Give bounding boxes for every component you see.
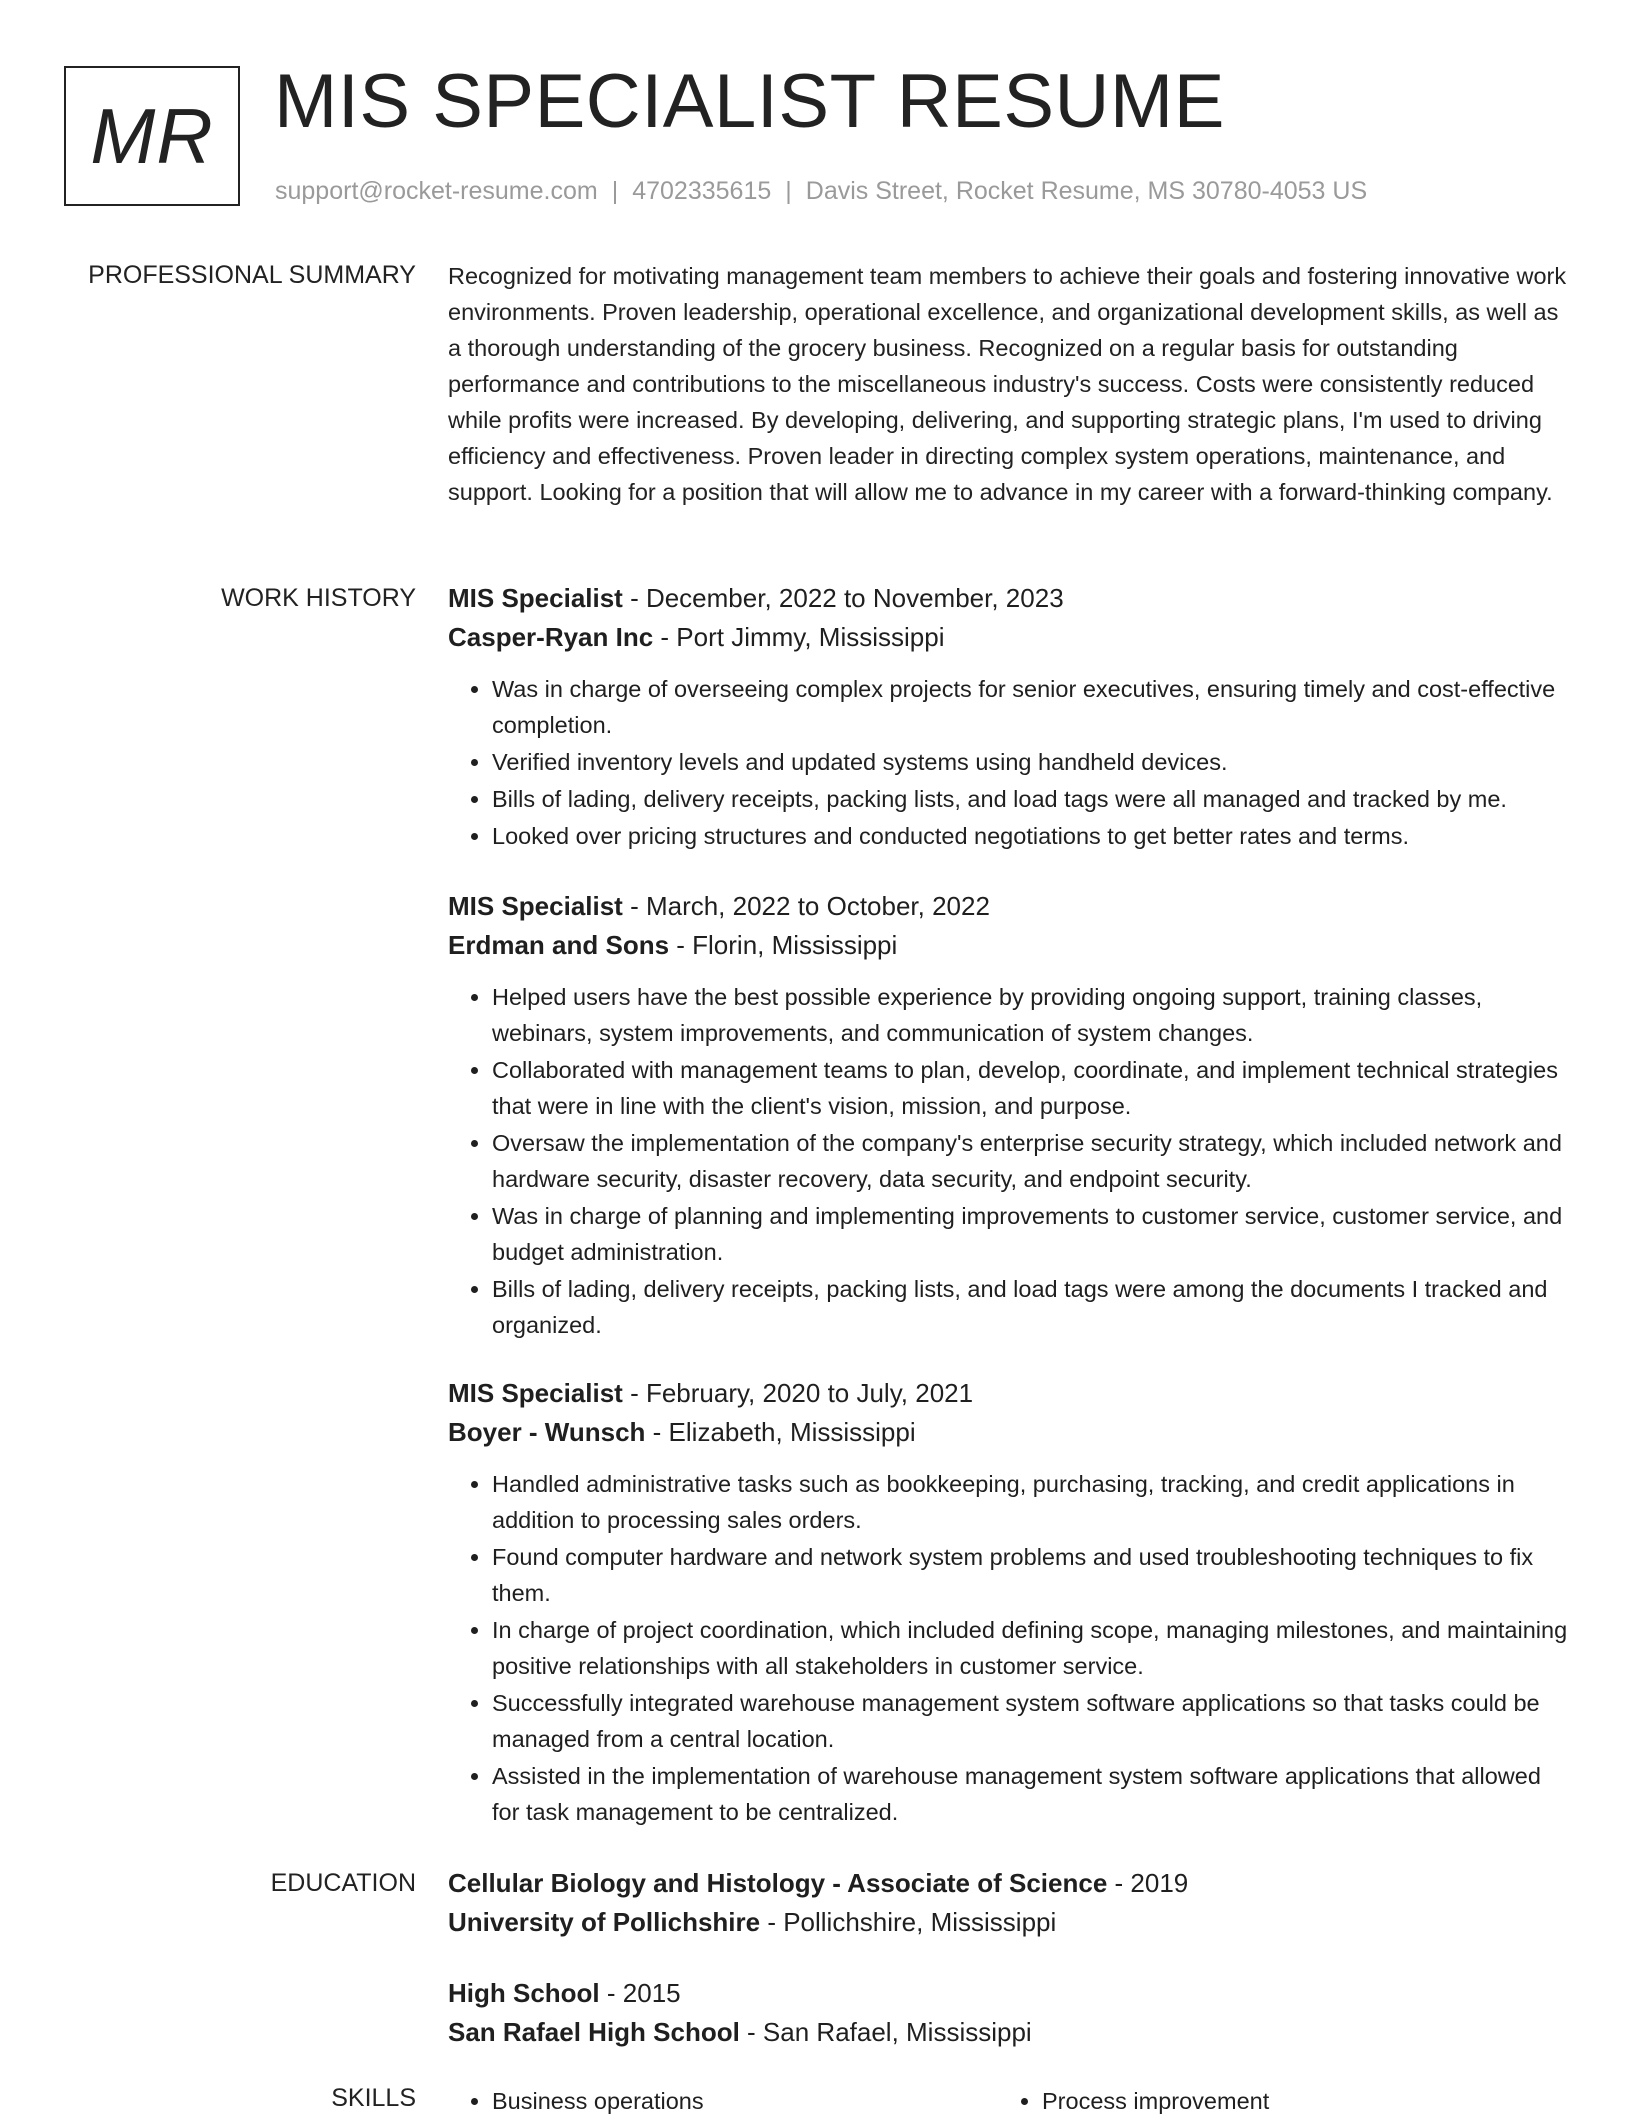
contact-line bbox=[275, 174, 1367, 208]
education-year: - 2015 bbox=[599, 1978, 681, 2008]
job-bullet: • Verified inventory levels and updated systems using handheld devices. bbox=[492, 744, 1568, 780]
job-company: Casper-Ryan Inc bbox=[448, 622, 654, 652]
job-location: - Florin, Mississippi bbox=[669, 930, 898, 960]
job-bullet: • Successfully integrated warehouse management system software applications so that tasks could be managed from a central location. bbox=[492, 1685, 1568, 1757]
job-title-line bbox=[448, 579, 1568, 618]
skills-list bbox=[448, 2083, 1568, 2119]
summary-text: Recognized for motivating management team members to achieve their goals and fostering innovative work environments. Proven leadership, operational excellence, and organizational development skills, as well as a thorough understanding of the grocery business. Recognized on a regular basis for outstanding performance and contributions to the miscellaneous industry's success. Costs were consistently reduced while profits were increased. By developing, delivering, and supporting strategic plans, I'm used to driving efficiency and effectiveness. Proven leader in directing complex system operations, maintenance, and support. Looking for a position that will allow me to advance in my career with a forward-thinking company. bbox=[448, 263, 1567, 505]
job-entry bbox=[448, 887, 1568, 1344]
education-location: - San Rafael, Mississippi bbox=[739, 2017, 1032, 2047]
job-bullets bbox=[448, 979, 1568, 1343]
job-bullet: • Assisted in the implementation of warehouse management system software applications that allowed for task management to be centralized. bbox=[492, 1758, 1568, 1830]
job-bullet: • Helped users have the best possible experience by providing ongoing support, training classes, webinars, system improvements, and communication of system changes. bbox=[492, 979, 1568, 1051]
job-bullet: • Bills of lading, delivery receipts, packing lists, and load tags were all managed and tracked by me. bbox=[492, 781, 1568, 817]
section-label-education: EDUCATION bbox=[270, 1869, 416, 1897]
job-bullet: • Looked over pricing structures and conducted negotiations to get better rates and terms. bbox=[492, 818, 1568, 854]
contact-phone[interactable]: 4702335615 bbox=[632, 177, 772, 205]
job-company-line bbox=[448, 1413, 1568, 1452]
job-entry bbox=[448, 579, 1568, 855]
job-location: - Port Jimmy, Mississippi bbox=[653, 622, 945, 652]
job-bullets bbox=[448, 671, 1568, 854]
education-school-line bbox=[448, 2013, 1568, 2052]
job-bullet: • Handled administrative tasks such as bookkeeping, purchasing, tracking, and credit applications in addition to processing sales orders. bbox=[492, 1466, 1568, 1538]
contact-separator: | bbox=[785, 177, 792, 205]
job-title-line bbox=[448, 1374, 1568, 1413]
education-location: - Pollichshire, Mississippi bbox=[760, 1907, 1057, 1937]
education-year: - 2019 bbox=[1107, 1868, 1189, 1898]
job-bullets bbox=[448, 1466, 1568, 1830]
education-degree: Cellular Biology and Histology - Associate of Science bbox=[448, 1868, 1108, 1898]
job-bullet: • Was in charge of planning and implementing improvements to customer service, customer service, and budget administration. bbox=[492, 1198, 1568, 1270]
education-school: University of Pollichshire bbox=[448, 1907, 761, 1937]
education-entry bbox=[448, 1974, 1568, 2052]
job-company-line bbox=[448, 618, 1568, 657]
job-bullet: • Found computer hardware and network system problems and used troubleshooting techniques to fix them. bbox=[492, 1539, 1568, 1611]
job-title: MIS Specialist bbox=[448, 583, 623, 613]
contact-email[interactable]: support@rocket-resume.com bbox=[275, 177, 598, 205]
education-school: San Rafael High School bbox=[448, 2017, 740, 2047]
job-bullet: • Was in charge of overseeing complex projects for senior executives, ensuring timely and cost-effective completion. bbox=[492, 671, 1568, 743]
education-degree-line bbox=[448, 1974, 1568, 2013]
summary-section bbox=[448, 258, 1568, 510]
job-entry bbox=[448, 1374, 1568, 1831]
education-entry bbox=[448, 1864, 1568, 1942]
job-dates: - March, 2022 to October, 2022 bbox=[622, 891, 990, 921]
job-title-line bbox=[448, 887, 1568, 926]
monogram-badge bbox=[64, 66, 240, 206]
job-bullet: • Bills of lading, delivery receipts, packing lists, and load tags were among the documents I tracked and organized. bbox=[492, 1271, 1568, 1343]
job-company-line bbox=[448, 926, 1568, 965]
skill-item: • Business operations bbox=[492, 2083, 998, 2119]
education-school-line bbox=[448, 1903, 1568, 1942]
job-location: - Elizabeth, Mississippi bbox=[645, 1417, 916, 1447]
contact-separator: | bbox=[611, 177, 619, 205]
job-bullet: • Collaborated with management teams to plan, develop, coordinate, and implement technical strategies that were in line with the client's vision, mission, and purpose. bbox=[492, 1052, 1568, 1124]
monogram-initials: MR bbox=[90, 91, 214, 180]
section-label-skills: SKILLS bbox=[331, 2084, 416, 2112]
skills-column-left bbox=[448, 2083, 998, 2119]
job-bullet: • In charge of project coordination, which included defining scope, managing milestones, and maintaining positive relationships with all stakeholders in customer service. bbox=[492, 1612, 1568, 1684]
job-title: MIS Specialist bbox=[448, 891, 623, 921]
education-degree: High School bbox=[448, 1978, 600, 2008]
resume-title: MIS SPECIALIST RESUME bbox=[274, 59, 1225, 144]
skills-column-right bbox=[998, 2083, 1548, 2119]
job-bullet: • Oversaw the implementation of the company's enterprise security strategy, which included network and hardware security, disaster recovery, data security, and endpoint security. bbox=[492, 1125, 1568, 1197]
skill-item: • Process improvement bbox=[1042, 2083, 1548, 2119]
section-label-work-history: WORK HISTORY bbox=[221, 584, 416, 612]
job-company: Erdman and Sons bbox=[448, 930, 670, 960]
contact-address: Davis Street, Rocket Resume, MS 30780-4053 US bbox=[805, 177, 1368, 205]
job-company: Boyer - Wunsch bbox=[448, 1417, 646, 1447]
job-dates: - December, 2022 to November, 2023 bbox=[622, 583, 1064, 613]
job-title: MIS Specialist bbox=[448, 1378, 623, 1408]
section-label-summary: PROFESSIONAL SUMMARY bbox=[88, 261, 416, 289]
job-dates: - February, 2020 to July, 2021 bbox=[622, 1378, 974, 1408]
education-degree-line bbox=[448, 1864, 1568, 1903]
